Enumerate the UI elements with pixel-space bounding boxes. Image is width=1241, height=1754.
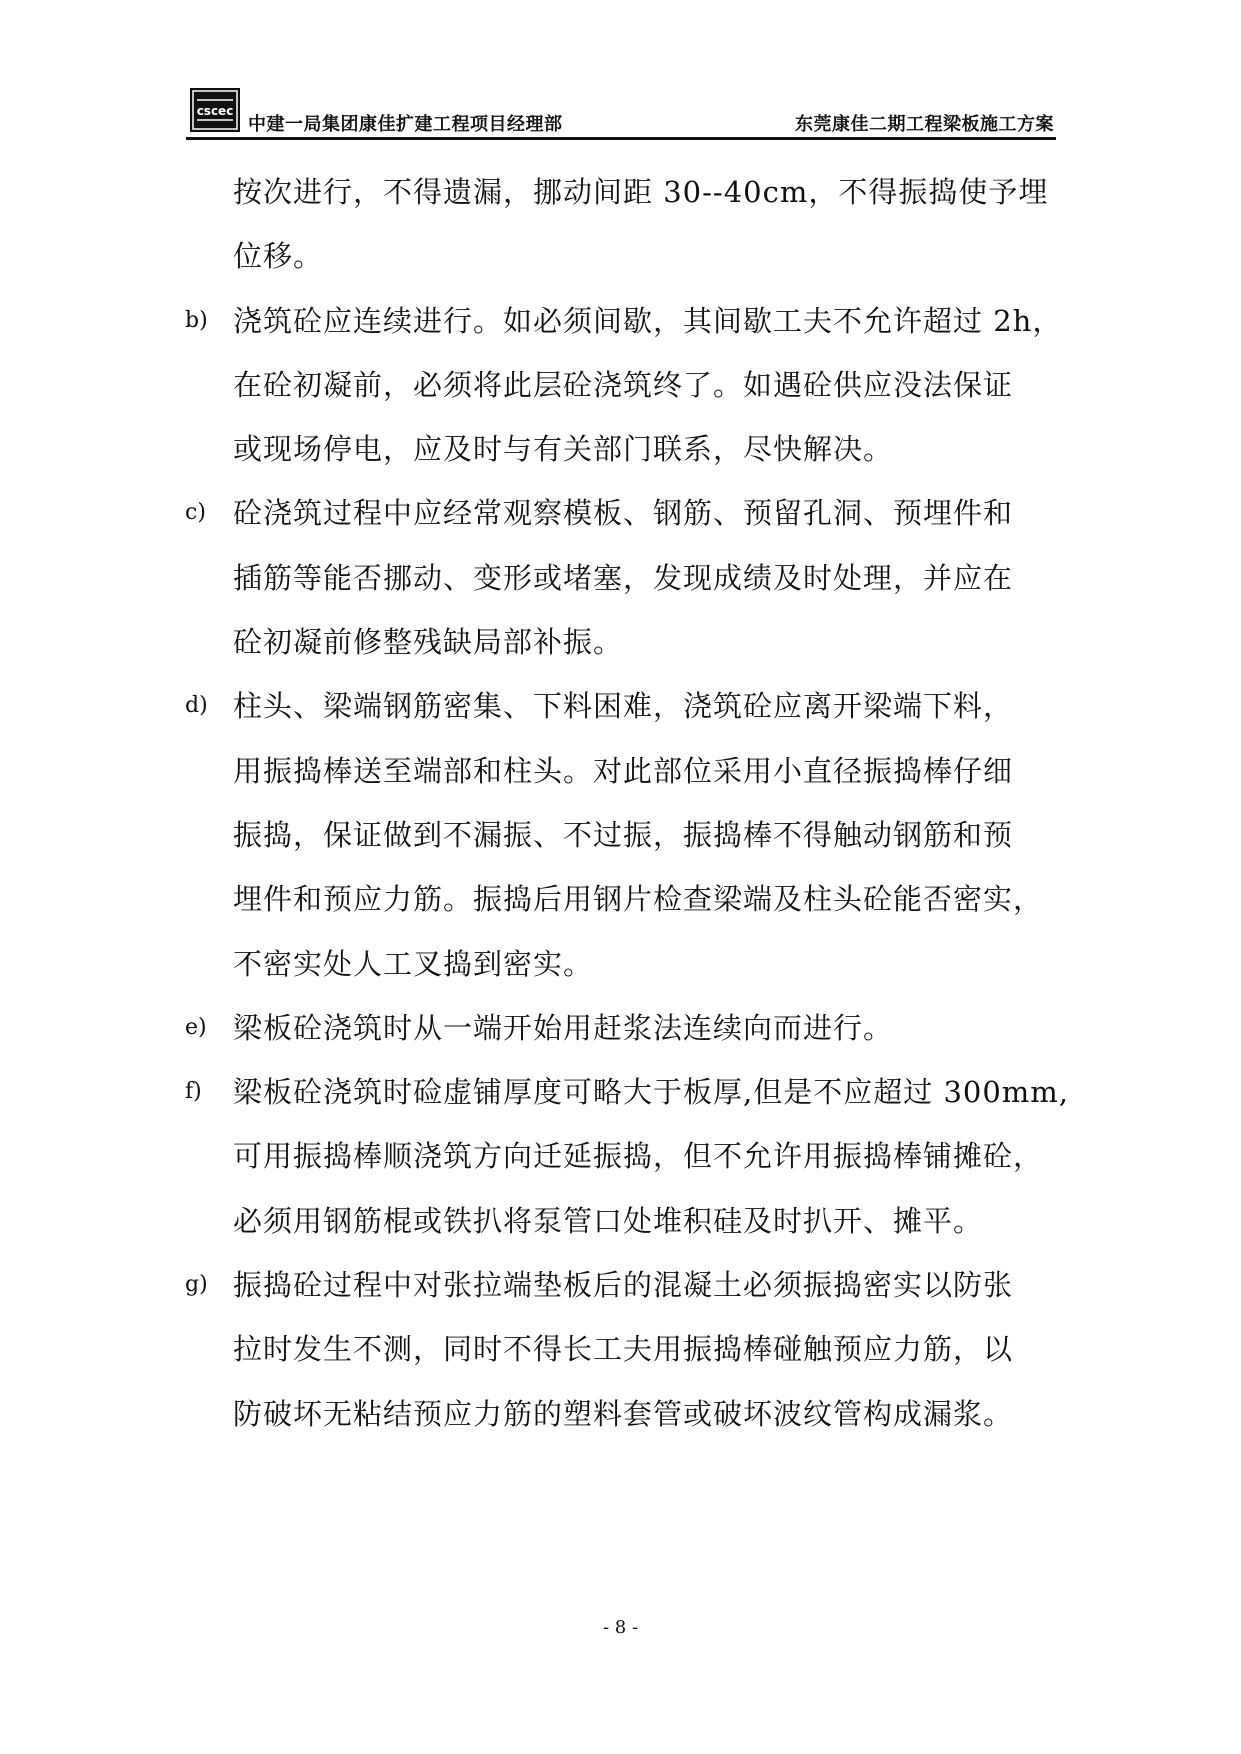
header-divider: [186, 137, 1056, 140]
text-line: [185, 1060, 1070, 1124]
page-header: [186, 80, 1056, 140]
text-line: [185, 1382, 1065, 1446]
list-item-label: f): [185, 1079, 202, 1105]
text-line: [185, 674, 1065, 738]
list-item-label: d): [185, 693, 208, 719]
line-text: 插筋等能否挪动、变形或堵塞，发现成绩及时处理，并应在: [233, 560, 1014, 595]
line-text: 浇筑砼应连续进行。如必须间歇，其间歇工夫不允许超过 2h，: [233, 303, 1063, 338]
text-line: [185, 481, 1065, 545]
line-text: 砼初凝前修整残缺局部补振。: [233, 625, 624, 660]
text-line: [185, 739, 1065, 803]
body-text: [185, 160, 1070, 1446]
line-text: 拉时发生不测，同时不得长工夫用振捣棒碰触预应力筋，以: [233, 1332, 1014, 1367]
line-text: 按次进行，不得遗漏，挪动间距 30--40cm，不得振捣使予埋: [233, 175, 1049, 209]
text-line: [185, 289, 1065, 353]
line-text: 在砼初凝前，必须将此层砼浇筑终了。如遇砼供应没法保证: [233, 367, 1014, 402]
line-text: 梁板砼浇筑时硷虚铺厚度可略大于板厚,但是不应超过 300mm,: [233, 1075, 1070, 1110]
header-organization: 中建一局集团康佳扩建工程项目经理部: [248, 114, 563, 135]
line-text: 埋件和预应力筋。振捣后用钢片检查梁端及柱头砼能否密实，: [233, 882, 1044, 917]
text-line: [185, 417, 1065, 481]
text-line: [185, 224, 1065, 288]
line-text: 位移。: [233, 239, 324, 274]
list-item-label: c): [185, 500, 206, 526]
line-text: 防破坏无粘结预应力筋的塑料套管或破坏波纹管构成漏浆。: [233, 1396, 1014, 1431]
text-line: [185, 803, 1065, 867]
line-text: 梁板砼浇筑时从一端开始用赶浆法连续向而进行。: [233, 1010, 894, 1045]
page-number: - 8 -: [602, 1617, 639, 1638]
text-line: [185, 867, 1065, 931]
line-text: 不密实处人工叉捣到密实。: [233, 946, 594, 981]
line-text: 振捣砼过程中对张拉端垫板后的混凝土必须振捣密实以防张: [233, 1268, 1014, 1303]
text-line: [185, 610, 1065, 674]
line-text: 砼浇筑过程中应经常观察模板、钢筋、预留孔洞、预埋件和: [233, 496, 1014, 531]
text-line: [185, 1124, 1065, 1188]
line-text: 或现场停电，应及时与有关部门联系，尽快解决。: [233, 432, 894, 467]
text-line: [185, 996, 1065, 1060]
line-text: 可用振捣棒顺浇筑方向迁延振捣，但不允许用振捣棒铺摊砼，: [233, 1139, 1044, 1174]
list-item-label: b): [185, 307, 208, 333]
logo-text: cscec: [196, 104, 234, 118]
text-line: [185, 160, 1065, 224]
text-line: [185, 353, 1065, 417]
text-line: [185, 1189, 1065, 1253]
cscec-logo: [190, 88, 240, 132]
text-line: [185, 932, 1065, 996]
line-text: 振捣，保证做到不漏振、不过振，振捣棒不得触动钢筋和预: [233, 817, 1014, 852]
line-text: 柱头、梁端钢筋密集、下料困难，浇筑砼应离开梁端下料，: [233, 689, 1014, 724]
list-item-label: e): [185, 1014, 207, 1040]
text-line: [185, 1317, 1065, 1381]
line-text: 用振捣棒送至端部和柱头。对此部位采用小直径振捣棒仔细: [233, 753, 1014, 788]
text-line: [185, 546, 1065, 610]
text-line: [185, 1253, 1065, 1317]
line-text: 必须用钢筋棍或铁扒将泵管口处堆积硅及时扒开、摊平。: [233, 1203, 984, 1238]
list-item-label: g): [185, 1272, 208, 1298]
header-document-title: 东莞康佳二期工程梁板施工方案: [795, 114, 1054, 135]
